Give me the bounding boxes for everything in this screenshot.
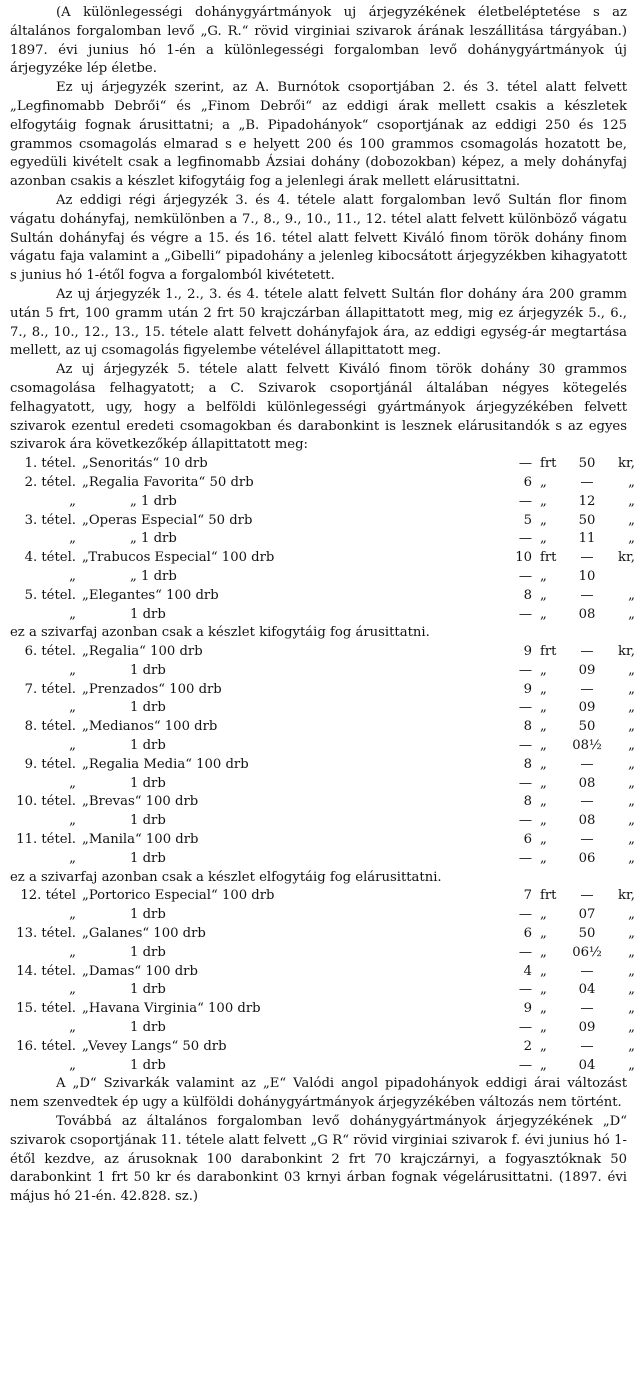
price-row — [10, 1000, 635, 1019]
price-row-krajcar: 08½ — [572, 738, 602, 754]
szivarkak-paragraph: A „D“ Szivarkák valamint az „E“ Valódi angol pipadohányok eddigi árai változást nem szenvedtek ép ugy a külföldi dohánygyártmányok árjegyzékében változás nem történt. — [10, 1076, 627, 1111]
price-row-forint-unit: „ — [540, 700, 547, 716]
price-row-krajcar-unit: „ — [628, 493, 635, 509]
sultan-removal-paragraph: Az eddigi régi árjegyzék 3. és 4. tétele alatt forgalomban levő Sultán flor finom vágatu dohányfaj, nemkülönben a 7., 8., 9., 10., 11., 12. tétel alatt felvett különböző vágatu Sultán dohányfaj és végre a 15. és 16. tétel alatt felvett Kiváló finom török dohány finom vágatu faja valamint a „Gibelli“ pipadohány a jelenleg kibocsátott árjegyzékben kihagyatott s junius hó 1-étől fogva a forgalomból kivétetett. — [10, 192, 627, 284]
price-row-description: „Senoritás“ 10 drb — [82, 456, 208, 472]
price-row-forint-unit: „ — [540, 738, 547, 754]
price-row-krajcar: 50 — [578, 512, 596, 528]
price-row-description: 1 drb — [130, 1020, 166, 1036]
price-row-forint: — — [518, 1057, 532, 1073]
sultan-price-paragraph: Az uj árjegyzék 1., 2., 3. és 4. tétele alatt felvett Sultán flor dohány ára 200 gramm után 5 frt, 100 gramm után 2 frt 50 krajczárban állapittatott meg, mig ez árjegyzék 5., 6., 7., 8., 10., 12., 13., 15. tétele alatt felvett dohányfajok ára, az eddigi egység-ár megtartása mellett, az uj csomagolás figyelembe vételével állapittatott meg. — [10, 286, 627, 359]
price-row-krajcar: — — [580, 832, 594, 848]
price-row-forint: — — [518, 662, 532, 678]
price-row-description: 1 drb — [130, 944, 166, 960]
price-row-forint: — — [518, 850, 532, 866]
price-row-number: 10. tétel. — [16, 794, 76, 810]
price-list-note: ez a szivarfaj azonban csak a készlet elfogytáig fog elárusittatni. — [10, 869, 442, 885]
price-row-forint-unit: „ — [540, 1057, 547, 1073]
price-row-single — [10, 775, 635, 794]
price-row-number: „ — [69, 568, 76, 584]
price-row-number: 13. tétel. — [16, 926, 76, 942]
price-row-krajcar-unit: „ — [628, 531, 635, 547]
price-row-description: „ 1 drb — [130, 531, 177, 547]
price-row-forint: — — [518, 1020, 532, 1036]
price-row-forint: 9 — [523, 644, 532, 660]
price-row-single — [10, 850, 635, 869]
price-row-description: „Havana Virginia“ 100 drb — [82, 1001, 261, 1017]
price-row-single — [10, 530, 635, 549]
intro-paragraph: (A különlegességi dohánygyártmányok uj árjegyzékének életbeléptetése s az általános forgalomban levő „G. R.“ rövid virginiai szivarok árának leszállitása tárgyában.) 1897. évi junius hó 1-én a különlegességi forgalomban levő dohánygyártmányok új árjegyzéke lép életbe. — [10, 5, 627, 77]
price-row-description: 1 drb — [130, 850, 166, 866]
price-row-forint-unit: „ — [540, 963, 547, 979]
price-row-forint-unit: „ — [540, 493, 547, 509]
price-row-krajcar-unit: „ — [628, 662, 635, 678]
price-row-forint-unit: „ — [540, 1001, 547, 1017]
price-row-krajcar-unit: „ — [628, 512, 635, 528]
price-row-krajcar: 08 — [578, 606, 596, 622]
price-row-forint-unit: frt — [540, 550, 557, 566]
price-row-number: „ — [69, 662, 76, 678]
price-row-krajcar-unit: „ — [628, 982, 635, 998]
price-row-krajcar-unit: „ — [628, 1001, 635, 1017]
price-row-krajcar: 06½ — [572, 944, 602, 960]
price-row-forint-unit: „ — [540, 662, 547, 678]
price-row-forint-unit: „ — [540, 606, 547, 622]
price-row-forint-unit: „ — [540, 531, 547, 547]
price-row-number: „ — [69, 982, 76, 998]
price-row — [10, 455, 635, 474]
price-row-description: „Portorico Especial“ 100 drb — [82, 888, 275, 904]
price-row-forint: 5 — [523, 512, 532, 528]
price-row — [10, 681, 635, 700]
price-row-forint-unit: „ — [540, 587, 547, 603]
price-row-number: 12. tétel — [20, 888, 76, 904]
price-row-description: 1 drb — [130, 662, 166, 678]
price-row-number: 11. tétel. — [16, 832, 76, 848]
price-row — [10, 718, 635, 737]
price-row — [10, 474, 635, 493]
price-row-forint: 8 — [523, 719, 532, 735]
gr-virginia-paragraph: Továbbá az általános forgalomban levő dohánygyártmányok árjegyzékének „D“ szivarok csoportjának 11. tétele alatt felvett „G R“ rövid virginiai szivarok f. évi junius hó 1-étől kezdve, az árusoknak 100 darabonkint 2 frt 70 krajczárnyi, a fogyasztóknak 50 darabonkint 1 frt 50 kr és darabonkint 03 krnyi árban fognak végelárusittatni. (1897. évi május hó 21-én. 42.828. sz.) — [10, 1114, 627, 1205]
price-row-krajcar: 12 — [578, 493, 596, 509]
price-row-krajcar: — — [580, 756, 594, 772]
price-row-single — [10, 944, 635, 963]
price-row-number: „ — [69, 850, 76, 866]
price-row-krajcar: — — [580, 1001, 594, 1017]
price-row-krajcar-unit: „ — [628, 926, 635, 942]
price-row-krajcar-unit: kr, — [617, 888, 635, 904]
price-row-single — [10, 568, 627, 587]
price-row-number: 1. tétel. — [24, 456, 76, 472]
price-row-krajcar: 06 — [578, 850, 596, 866]
price-row-single — [10, 906, 635, 925]
price-row-forint: 4 — [523, 963, 532, 979]
price-row — [10, 925, 635, 944]
price-row-krajcar: — — [580, 1038, 594, 1054]
price-row-description: „Regalia“ 100 drb — [82, 644, 203, 660]
price-row-krajcar: 50 — [578, 926, 596, 942]
price-row-krajcar: — — [580, 681, 594, 697]
price-row-krajcar-unit: „ — [628, 794, 635, 810]
price-row-number: 15. tétel. — [16, 1001, 76, 1017]
price-row-krajcar: — — [580, 963, 594, 979]
price-row-forint: 10 — [515, 550, 532, 566]
price-row-forint-unit: „ — [540, 474, 547, 490]
price-row-krajcar: 50 — [578, 719, 596, 735]
price-row-description: 1 drb — [130, 700, 166, 716]
price-row-krajcar: — — [580, 587, 594, 603]
price-row — [10, 756, 635, 775]
price-row-description: 1 drb — [130, 813, 166, 829]
price-row-krajcar-unit: kr, — [617, 644, 635, 660]
price-row-krajcar: 04 — [578, 982, 596, 998]
price-row-forint: 6 — [523, 474, 532, 490]
price-row-krajcar-unit: „ — [628, 775, 635, 791]
price-row-krajcar: 50 — [578, 456, 596, 472]
price-row-forint-unit: „ — [540, 775, 547, 791]
price-row-krajcar-unit: „ — [628, 963, 635, 979]
price-row-description: 1 drb — [130, 606, 166, 622]
price-row-forint-unit: „ — [540, 926, 547, 942]
price-row-description: „Galanes“ 100 drb — [82, 926, 206, 942]
price-row-forint-unit: „ — [540, 907, 547, 923]
price-row-forint: 9 — [523, 1001, 532, 1017]
price-row-forint: — — [518, 738, 532, 754]
cigar-price-list — [10, 455, 635, 1075]
price-row — [10, 963, 635, 982]
price-row-single — [10, 812, 635, 831]
price-row-single — [10, 699, 635, 718]
price-row-description: „ 1 drb — [130, 568, 177, 584]
price-row-forint-unit: „ — [540, 982, 547, 998]
price-row-single — [10, 1019, 635, 1038]
price-row-single — [10, 981, 635, 1000]
price-row — [10, 549, 635, 568]
price-row-krajcar: 09 — [578, 662, 596, 678]
price-row-forint: — — [518, 700, 532, 716]
price-row-krajcar-unit: „ — [628, 850, 635, 866]
price-row-description: „Medianos“ 100 drb — [82, 719, 218, 735]
price-row-number: 6. tétel. — [24, 644, 76, 660]
price-row-krajcar-unit: „ — [628, 700, 635, 716]
price-row-number: „ — [69, 944, 76, 960]
price-row-description: 1 drb — [130, 907, 166, 923]
price-row — [10, 887, 635, 906]
price-row-single — [10, 493, 635, 512]
cigar-packaging-paragraph: Az uj árjegyzék 5. tétele alatt felvett Kiváló finom török dohány 30 grammos csomagolása felhagyatott; a C. Szivarok csoportjánál általában négyes kötegelés felhagyatott, ugy, hogy a belföldi különlegességi gyártmányok árjegyzékében felvett szivarok ezentul eredeti csomagokban és darabonkint is lesznek elárusitandók s az egyes szivarok ára következőkép állapittatott meg: — [10, 362, 627, 453]
price-row-number: 2. tétel. — [24, 474, 76, 490]
price-row-forint: 7 — [523, 888, 532, 904]
price-row-krajcar-unit: kr, — [617, 456, 635, 472]
price-row-krajcar-unit: „ — [628, 832, 635, 848]
price-row — [10, 793, 635, 812]
price-row-krajcar-unit: „ — [628, 1020, 635, 1036]
price-row-krajcar-unit: „ — [628, 1038, 635, 1054]
price-list-note: ez a szivarfaj azonban csak a készlet kifogytáig fog árusittatni. — [10, 625, 430, 641]
price-row-forint-unit: frt — [540, 644, 557, 660]
price-row-forint: 8 — [523, 587, 532, 603]
price-row — [10, 512, 635, 531]
price-row-description: „Regalia Favorita“ 50 drb — [82, 474, 254, 490]
price-row-number: „ — [69, 738, 76, 754]
price-row-krajcar: 09 — [578, 1020, 596, 1036]
price-row-forint: 6 — [523, 926, 532, 942]
price-row-forint-unit: „ — [540, 850, 547, 866]
price-row-krajcar-unit: „ — [628, 587, 635, 603]
price-row-forint: — — [518, 493, 532, 509]
price-row-description: „Vevey Langs“ 50 drb — [82, 1038, 227, 1054]
price-row-number: „ — [69, 531, 76, 547]
price-row-forint: — — [518, 982, 532, 998]
price-row-single — [10, 737, 635, 756]
price-row-description: „Prenzados“ 100 drb — [82, 681, 222, 697]
price-row-forint-unit: „ — [540, 832, 547, 848]
price-row-forint-unit: frt — [540, 888, 557, 904]
price-row-krajcar: — — [580, 474, 594, 490]
price-row-krajcar: 07 — [578, 907, 596, 923]
price-row-description: 1 drb — [130, 1057, 166, 1073]
price-row-krajcar-unit: „ — [628, 944, 635, 960]
price-row — [10, 1038, 635, 1057]
price-row-description: „Damas“ 100 drb — [82, 963, 198, 979]
price-row-forint: — — [518, 606, 532, 622]
price-row-number: 9. tétel. — [24, 756, 76, 772]
price-row-number: 8. tétel. — [24, 719, 76, 735]
price-row-number: 7. tétel. — [24, 681, 76, 697]
price-row-single — [10, 1057, 635, 1076]
price-row-forint: — — [518, 813, 532, 829]
price-row-description: „Brevas“ 100 drb — [82, 794, 199, 810]
price-row-description: 1 drb — [130, 738, 166, 754]
price-row-krajcar: 09 — [578, 700, 596, 716]
price-row-krajcar-unit: „ — [628, 606, 635, 622]
price-row-krajcar: — — [580, 550, 594, 566]
price-row-number: „ — [69, 606, 76, 622]
price-row-number: „ — [69, 700, 76, 716]
price-row-forint: — — [518, 907, 532, 923]
price-row-krajcar: — — [580, 794, 594, 810]
price-row-krajcar: 08 — [578, 813, 596, 829]
price-row-krajcar: 08 — [578, 775, 596, 791]
price-row-number: „ — [69, 907, 76, 923]
burnot-paragraph: Ez uj árjegyzék szerint, az A. Burnótok csoportjában 2. és 3. tétel alatt felvett „Legfinomabb Debrői“ és „Finom Debrői“ az eddigi árak mellett csakis a készletek elfogytáig fognak árusittatni; a „B. Pipadohányok“ csoportjának az eddigi 250 és 125 grammos csomagolás elmarad s e helyett 200 és 100 grammos csomagolás hozatott be, egyedüli kivételt csak a legfinomabb Ázsiai dohány (dobozokban) képez, a mely dohányfaj azonban csakis a készlet kifogytáig fog a jelenlegi árak mellett elárusittatni. — [10, 80, 627, 190]
price-row-krajcar: 04 — [578, 1057, 596, 1073]
price-row-krajcar-unit: „ — [628, 756, 635, 772]
price-row-krajcar-unit: „ — [628, 738, 635, 754]
price-row-description: „Elegantes“ 100 drb — [82, 587, 219, 603]
price-row-krajcar-unit: „ — [628, 474, 635, 490]
price-row-single — [10, 606, 635, 625]
price-row-forint: — — [518, 531, 532, 547]
price-row-number: 3. tétel. — [24, 512, 76, 528]
price-row-number: „ — [69, 1020, 76, 1036]
price-row-number: 16. tétel. — [16, 1038, 76, 1054]
price-row-number: „ — [69, 1057, 76, 1073]
price-row-forint: 9 — [523, 681, 532, 697]
price-row-forint-unit: „ — [540, 794, 547, 810]
price-row-krajcar: 11 — [578, 531, 596, 547]
price-row-forint-unit: „ — [540, 756, 547, 772]
price-row-forint-unit: „ — [540, 719, 547, 735]
price-row-krajcar-unit: „ — [628, 1057, 635, 1073]
price-row-description: „Trabucos Especial“ 100 drb — [82, 550, 275, 566]
price-row-description: „Operas Especial“ 50 drb — [82, 512, 253, 528]
price-row — [10, 587, 635, 606]
price-row-forint: 2 — [523, 1038, 532, 1054]
price-row-forint-unit: „ — [540, 1038, 547, 1054]
price-row-krajcar-unit: „ — [628, 907, 635, 923]
price-row-forint-unit: „ — [540, 568, 547, 584]
price-row-description: 1 drb — [130, 775, 166, 791]
price-row-forint: — — [518, 568, 532, 584]
price-row-number: „ — [69, 775, 76, 791]
price-row-number: 4. tétel. — [24, 550, 76, 566]
price-row-forint-unit: „ — [540, 512, 547, 528]
price-row-forint-unit: „ — [540, 944, 547, 960]
price-row-forint: 8 — [523, 794, 532, 810]
price-row-forint: 8 — [523, 756, 532, 772]
price-row-number: 5. tétel. — [24, 587, 76, 603]
price-row-krajcar-unit: kr, — [617, 550, 635, 566]
price-row-description: „ 1 drb — [130, 493, 177, 509]
price-row — [10, 643, 635, 662]
price-row-krajcar: — — [580, 644, 594, 660]
price-row-forint: — — [518, 944, 532, 960]
price-row-number: 14. tétel. — [16, 963, 76, 979]
price-row-krajcar-unit: „ — [628, 719, 635, 735]
price-row-forint: — — [518, 456, 532, 472]
price-row-number: „ — [69, 493, 76, 509]
price-row-forint: — — [518, 775, 532, 791]
price-row-description: „Manila“ 100 drb — [82, 832, 199, 848]
price-row-description: 1 drb — [130, 982, 166, 998]
price-row-krajcar: — — [580, 888, 594, 904]
price-row-forint-unit: „ — [540, 681, 547, 697]
price-row-krajcar-unit: „ — [628, 681, 635, 697]
price-row-forint-unit: frt — [540, 456, 557, 472]
price-row-number: „ — [69, 813, 76, 829]
price-row-krajcar: 10 — [578, 568, 596, 584]
price-row — [10, 831, 635, 850]
price-row-forint-unit: „ — [540, 1020, 547, 1036]
price-row-forint-unit: „ — [540, 813, 547, 829]
price-row-single — [10, 662, 635, 681]
price-row-krajcar-unit: „ — [628, 813, 635, 829]
price-row-description: „Regalia Media“ 100 drb — [82, 756, 249, 772]
price-row-forint: 6 — [523, 832, 532, 848]
